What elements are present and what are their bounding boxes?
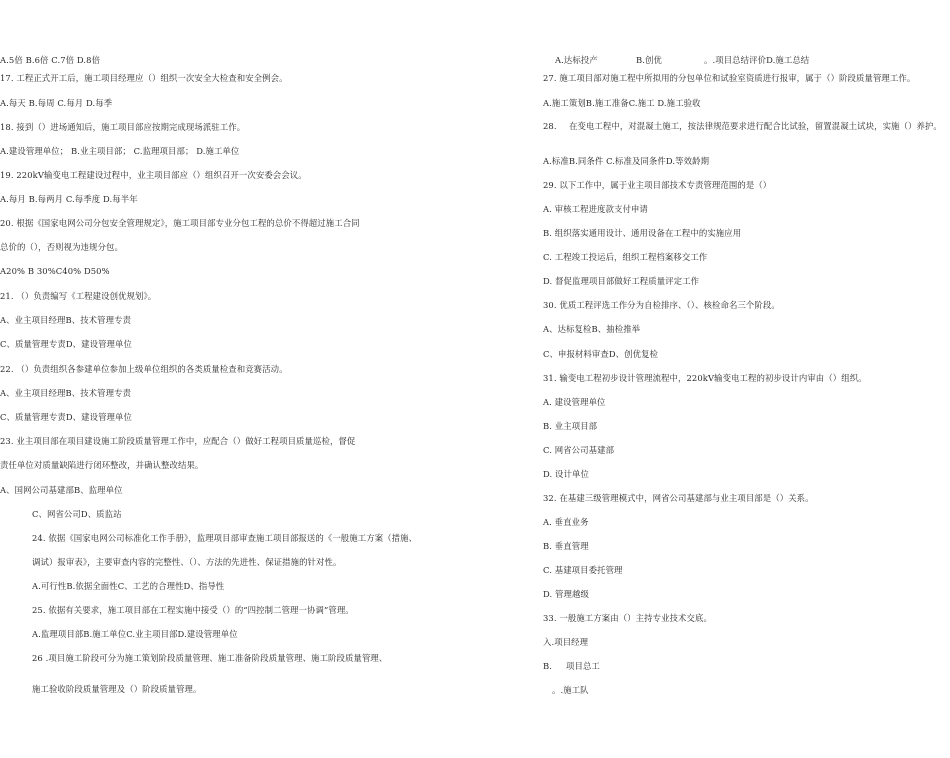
question-27: 27. 施工项目部对施工程中所拟用的分包单位和试验室资质进行报审，属于（）阶段质量管理工作。	[543, 73, 916, 83]
answer-option-c: 。.施工队	[552, 685, 589, 695]
answer-option-b: B. 业主项目部	[543, 421, 598, 431]
question-23-continued: 责任单位对质量缺陷进行闭环整改，并确认整改结果。	[0, 460, 204, 470]
question-30: 30. 优质工程评选工作分为自检排序、（）、核检命名三个阶段。	[543, 300, 780, 310]
answer-options: A、业主项目经理B、技术管理专责	[0, 315, 132, 325]
answer-options: C、质量管理专责D、建设管理单位	[0, 412, 132, 422]
answer-options: A、国网公司基建部B、监理单位	[0, 485, 123, 495]
answer-options: C、申报材料审查D、创优复检	[543, 349, 659, 359]
answer-options: A.监理项目部B.施工单位C.业主项目部D.建设管理单位	[32, 629, 238, 639]
answer-option-cd: 。.项目总结评价D.施工总结	[704, 55, 810, 65]
answer-option-b: 项目总工	[566, 661, 600, 671]
answer-option-b: B. 组织落实通用设计、通用设备在工程中的实施应用	[543, 228, 742, 238]
answer-option-a: A.达标投产	[555, 55, 598, 65]
question-18: 18. 接到（）进场通知后，施工项目部应按期完成现场派驻工作。	[0, 122, 246, 132]
answer-option-d: D. 督促监理项目部做好工程质量评定工作	[543, 276, 700, 286]
question-29: 29. 以下工作中，属于业主项目部技术专责管理范围的是（）	[543, 180, 772, 190]
answer-options: A.可行性B.依据全面性C、工艺的合理性D、指导性	[32, 581, 225, 591]
answer-options: A.每月 B.每两月 C.每季度 D.每半年	[0, 194, 138, 204]
answer-options: A、业主项目经理B、技术管理专责	[0, 388, 132, 398]
answer-option-c: C. 网省公司基建部	[543, 445, 615, 455]
answer-options: C、网省公司D、质监站	[32, 509, 122, 519]
question-26-continued: 施工验收阶段质量管理及（）阶段质量管理。	[32, 684, 202, 694]
question-31: 31. 输变电工程初步设计管理流程中，220kV输变电工程的初步设计内审由（）组织。	[543, 373, 867, 383]
question-20-continued: 总价的（），否则视为违规分包。	[0, 242, 123, 252]
answer-option-b: B. 垂直管理	[543, 541, 589, 551]
question-25: 25. 依据有关要求，施工项目部在工程实施中接受（）的“四控制二管理一协调”管理。	[32, 605, 354, 615]
answer-option-b-label: B.	[543, 661, 553, 671]
answer-option-d: D. 管理越级	[543, 589, 589, 599]
question-17: 17. 工程正式开工后，施工项目经理应（）组织一次安全大检查和安全例会。	[0, 73, 288, 83]
answer-option-a: 入.项目经理	[543, 637, 589, 647]
answer-options: A.每天 B.每周 C.每月 D.每季	[0, 98, 113, 108]
answer-option-d: D. 设计单位	[543, 469, 589, 479]
answer-option-a: A. 建设管理单位	[543, 397, 606, 407]
question-24-continued: 调试）报审表》，主要审查内容的完整性、（）、方法的先进性、保证措施的针对性。	[32, 557, 342, 567]
answer-option-c: C. 工程竣工投运后，组织工程档案移交工作	[543, 252, 708, 262]
question-24: 24. 依据《国家电网公司标准化工作手册》，监理项目部审查施工项目部报送的《一般施工方案（措施、	[32, 533, 418, 543]
question-33: 33. 一般施工方案由（）主持专业技术交底。	[543, 613, 712, 623]
answer-option-c: C. 基建项目委托管理	[543, 565, 623, 575]
question-28-number: 28.	[543, 121, 557, 131]
answer-option-b: B.创优	[636, 55, 662, 65]
question-23: 23. 业主项目部在项目建设施工阶段质量管理工作中，应配合（）做好工程项目质量巡检，督促	[0, 436, 356, 446]
question-26: 26 .项目施工阶段可分为施工策划阶段质量管理、施工准备阶段质量管理、施工阶段质量管理、	[32, 653, 388, 663]
question-19: 19. 220kV输变电工程建设过程中，业主项目部应（）组织召开一次安委会会议。	[0, 170, 307, 180]
answer-options: A.建设管理单位； B.业主项目部； C.监理项目部； D.施工单位	[0, 146, 240, 156]
answer-options: A20% B 30%C40% D50%	[0, 266, 110, 276]
question-21: 21. （）负责编写《工程建设创优规划》。	[0, 291, 157, 301]
answer-options: A.标准B.同条件 C.标准及同条件D.等效龄期	[543, 156, 710, 166]
answer-option-a: A. 审核工程进度款支付申请	[543, 204, 648, 214]
answer-options: A.5倍 B.6倍 C.7倍 D.8倍	[0, 55, 101, 65]
answer-options: A、达标复检B、抽检推举	[543, 324, 641, 334]
question-28: 在变电工程中，对混凝土施工，按法律规范要求进行配合比试验，留置混凝土试块，实施（）养护。	[569, 121, 942, 131]
answer-options: C、质量管理专责D、建设管理单位	[0, 339, 132, 349]
question-22: 22. （）负责组织各参建单位参加上级单位组织的各类质量检查和竞赛活动。	[0, 364, 288, 374]
answer-options: A.施工策划B.施工准备C.施工 D.施工验收	[543, 98, 701, 108]
question-20: 20. 根据《国家电网公司分包安全管理规定》，施工项目部专业分包工程的总价不得超过施工合同	[0, 218, 360, 228]
answer-option-a: A. 垂直业务	[543, 517, 589, 527]
question-32: 32. 在基建三级管理模式中，网省公司基建部与业主项目部是（）关系。	[543, 493, 814, 503]
